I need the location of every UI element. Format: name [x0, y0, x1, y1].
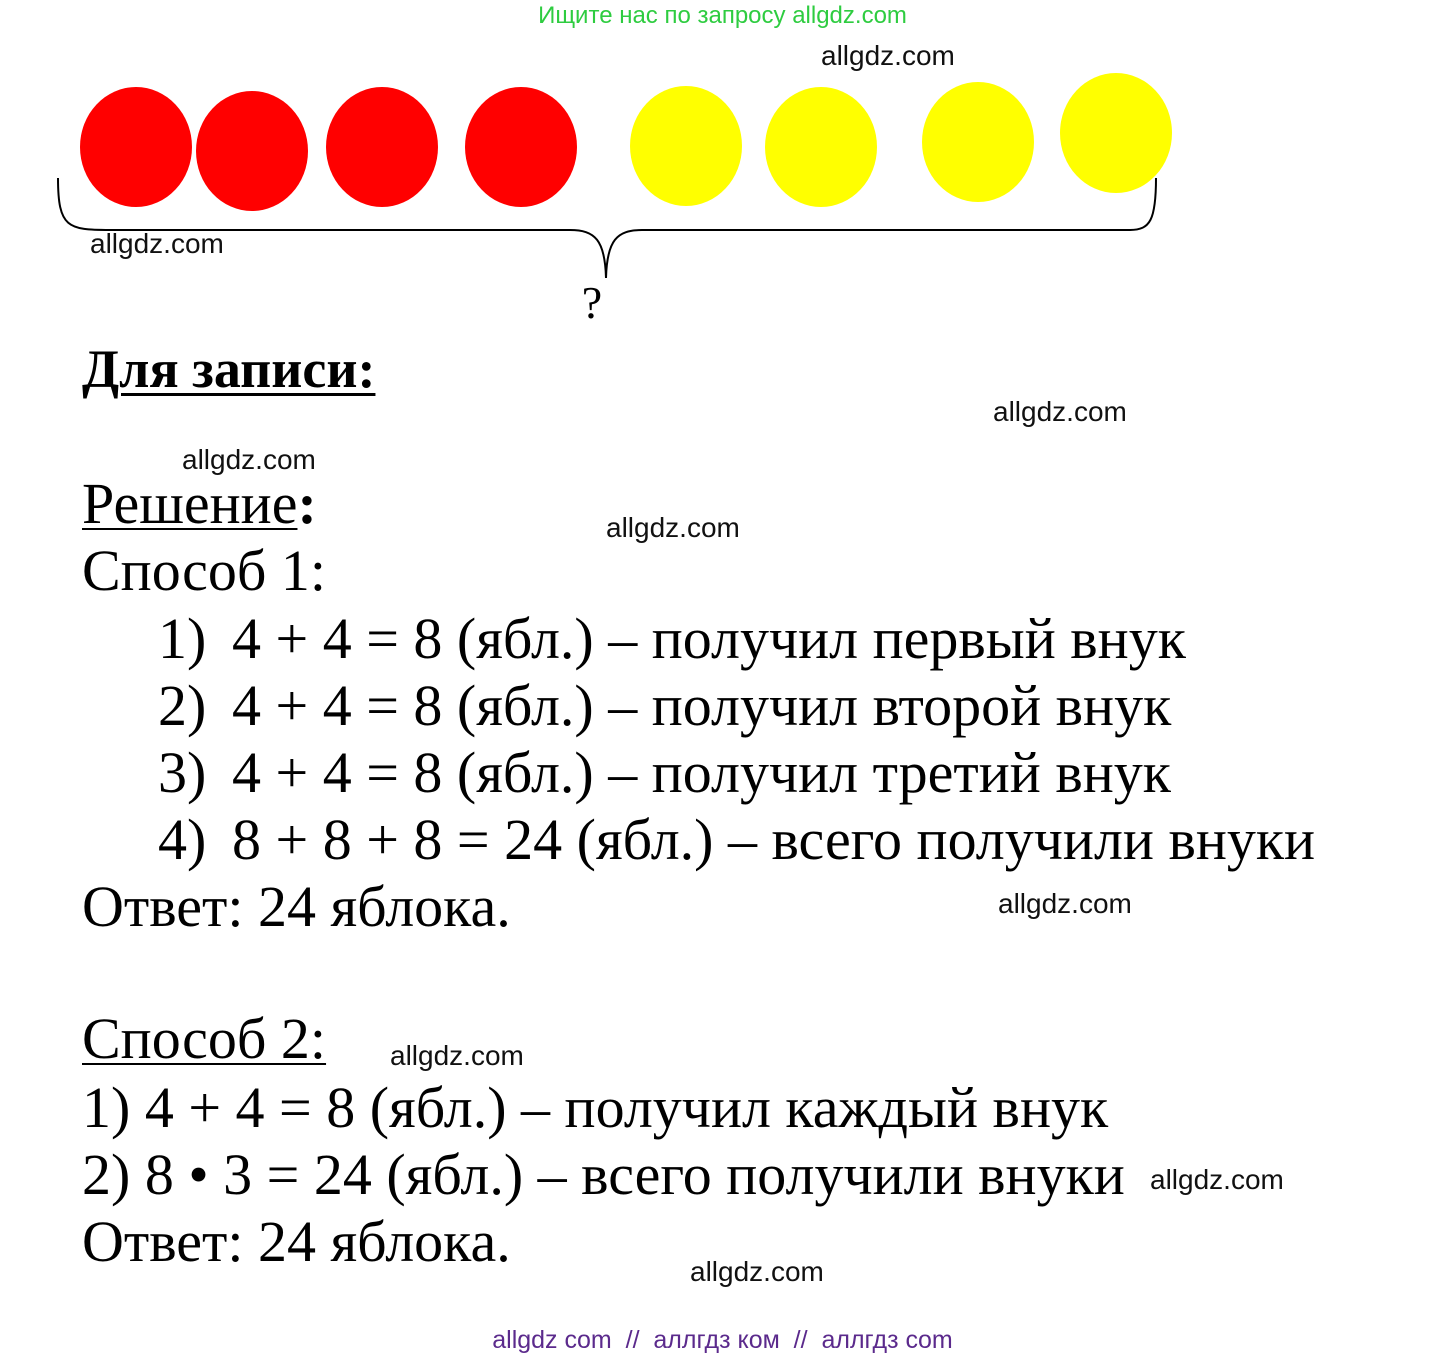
- brace-question-mark: ?: [581, 277, 603, 328]
- red-apple-circle: [326, 87, 438, 207]
- watermark: allgdz.com: [998, 888, 1132, 919]
- method2-answer: Ответ: 24 яблока.: [82, 1209, 511, 1274]
- red-apple-circle: [80, 87, 192, 207]
- yellow-apple-circle: [1060, 73, 1172, 193]
- yellow-apple-circle: [922, 82, 1034, 202]
- record-heading: Для записи:: [82, 339, 376, 399]
- yellow-apple-circle: [765, 87, 877, 207]
- step-text: 4 + 4 = 8 (ябл.) – получил третий внук: [232, 740, 1171, 805]
- solution-heading-colon: :: [297, 471, 317, 536]
- step-number: 3): [158, 740, 207, 805]
- step-text: 8 + 8 + 8 = 24 (ябл.) – всего получили внуки: [232, 807, 1316, 872]
- step-number: 1): [158, 606, 207, 671]
- method2-step: 2) 8 • 3 = 24 (ябл.) – всего получили внуки: [82, 1142, 1125, 1207]
- apples-diagram: [0, 0, 1445, 340]
- yellow-apple-circle: [630, 86, 742, 206]
- red-apple-circle: [465, 87, 577, 207]
- step-number: 2): [158, 673, 207, 738]
- watermark: allgdz.com: [1150, 1164, 1284, 1195]
- solution-heading: [82, 470, 317, 537]
- step-text: 4 + 4 = 8 (ябл.) – получил второй внук: [232, 673, 1172, 738]
- method1-step: [158, 673, 1171, 739]
- method1-title: Способ 1:: [82, 538, 327, 603]
- watermark: allgdz.com: [390, 1040, 524, 1071]
- red-apple-circle: [196, 91, 308, 211]
- top-banner: Ищите нас по запросу allgdz.com: [538, 2, 907, 29]
- method2-step: 1) 4 + 4 = 8 (ябл.) – получил каждый внук: [82, 1075, 1109, 1140]
- watermark: allgdz.com: [606, 512, 740, 543]
- step-number: 4): [158, 807, 207, 872]
- watermark: allgdz.com: [690, 1256, 824, 1287]
- solution-heading-word: Решение: [82, 471, 298, 536]
- apple-circles: [80, 73, 1172, 211]
- watermark: allgdz.com: [821, 40, 955, 71]
- method2-title: Способ 2:: [82, 1006, 327, 1071]
- step-text: 4 + 4 = 8 (ябл.) – получил первый внук: [232, 606, 1186, 671]
- method1-step: [158, 740, 1171, 806]
- method1-step: [158, 807, 1315, 873]
- method1-answer: Ответ: 24 яблока.: [82, 874, 511, 939]
- method1-step: [158, 606, 1186, 672]
- footer: allgdz com // аллгдз ком // аллгдз com: [492, 1326, 953, 1354]
- watermark: allgdz.com: [993, 396, 1127, 427]
- watermark: allgdz.com: [90, 228, 224, 259]
- watermark: allgdz.com: [182, 444, 316, 475]
